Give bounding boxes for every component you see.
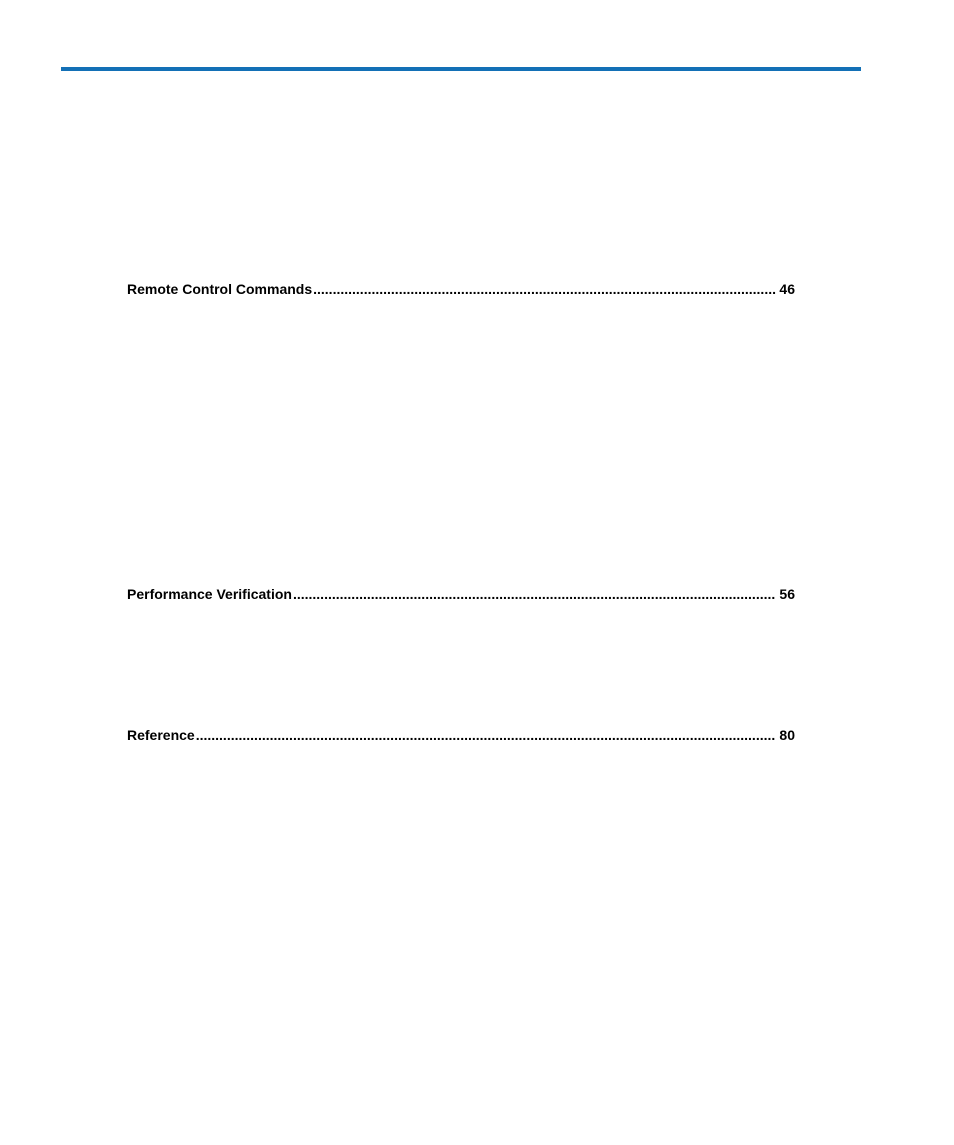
toc-dot-leader	[196, 727, 777, 743]
toc-entry-title: Reference	[127, 727, 195, 743]
toc-entry-reference[interactable]	[127, 727, 795, 745]
toc-dot-leader	[293, 586, 776, 602]
toc-entry-title: Remote Control Commands	[127, 281, 313, 297]
toc-entry-page-number: 56	[779, 586, 795, 602]
toc-dot-leader	[313, 281, 776, 297]
toc-entry-performance-verification[interactable]	[127, 586, 795, 604]
header-rule	[61, 67, 861, 71]
toc-entry-title: Performance Verification	[127, 586, 292, 602]
toc-entry-page-number: 46	[779, 281, 795, 297]
toc-entry-remote-control-commands[interactable]	[127, 281, 795, 299]
toc-entry-page-number: 80	[779, 727, 795, 743]
